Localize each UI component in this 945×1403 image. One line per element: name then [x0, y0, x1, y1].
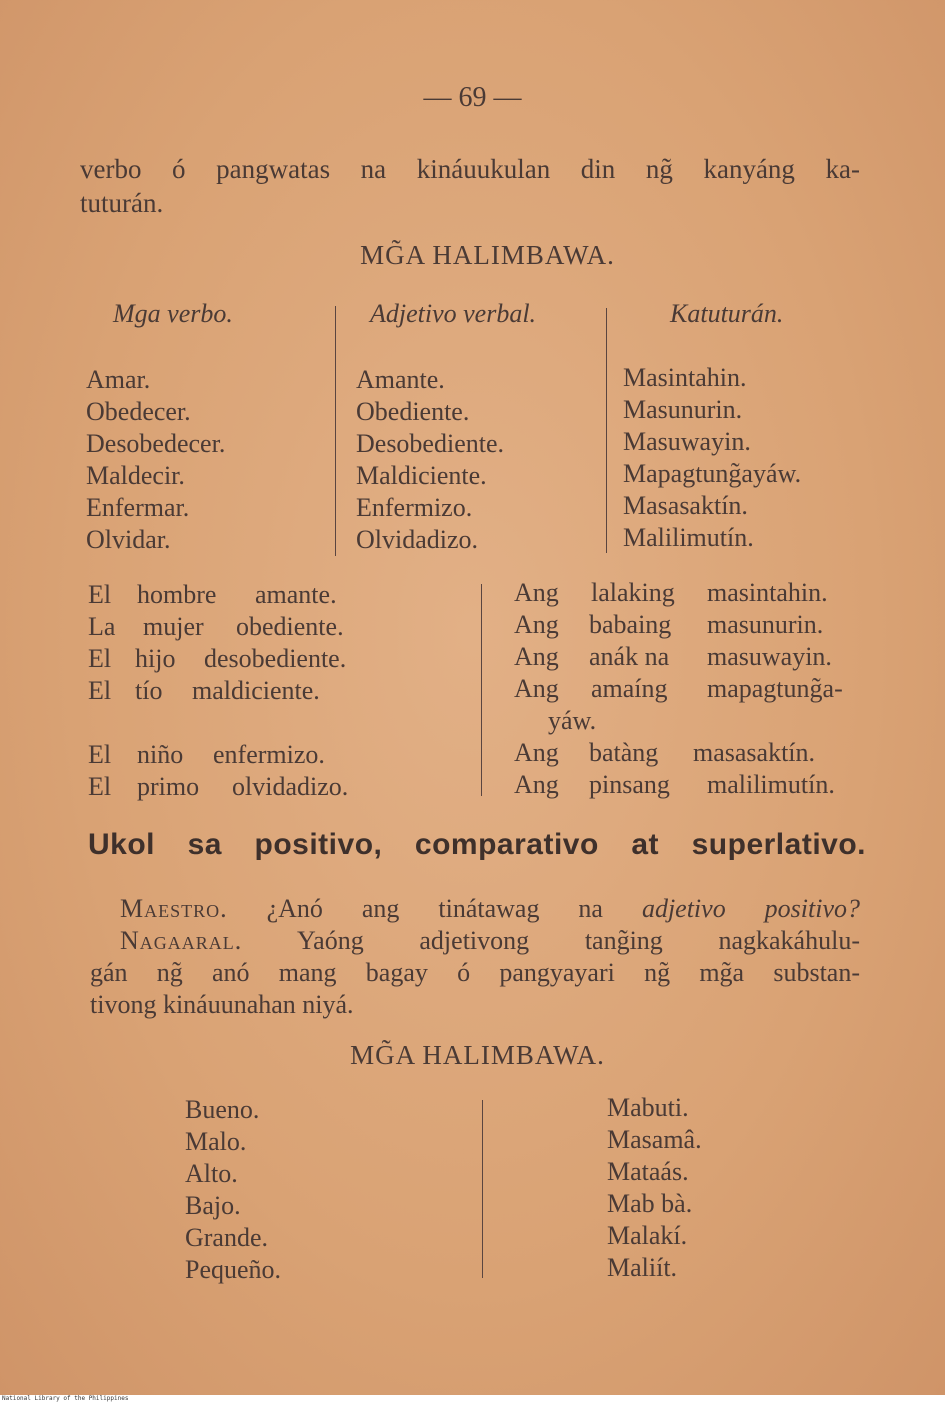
verb-item: Desobedecer. [86, 429, 226, 458]
adjective-item: Maldiciente. [356, 461, 487, 490]
verb-item: Amar. [86, 365, 151, 394]
examples-divider [481, 584, 482, 796]
tagalog-adjective: Masamâ. [607, 1125, 702, 1154]
spanish-adjective: Bajo. [185, 1191, 241, 1220]
meaning-item: Masunurin. [623, 395, 743, 424]
spanish-adjective: Grande. [185, 1223, 269, 1252]
table1-meanings-column [623, 362, 801, 554]
adjective-item: Olvidadizo. [356, 525, 479, 554]
verb-item: Enfermar. [86, 493, 190, 522]
spanish-adjective: Alto. [185, 1159, 238, 1188]
spanish-adjective: Pequeño. [185, 1255, 282, 1284]
meaning-item: Masintahin. [623, 363, 747, 392]
adjective-item: Enfermizo. [356, 493, 473, 522]
dialogue-line-3: gán ng̃ anó mang bagay ó pangyayari ng̃ mg̃a substan- [90, 958, 860, 987]
tagalog-adjective: Mab bà. [607, 1189, 693, 1218]
table1-header-meanings: Katuturán. [670, 299, 784, 328]
verb-item: Obedecer. [86, 397, 191, 426]
verb-item: Maldecir. [86, 461, 185, 490]
table1-adjectives-column [356, 364, 504, 556]
dialogue-paragraph [90, 893, 860, 1021]
page-number: — 69 — [423, 82, 522, 113]
student-answer: Yaóng adjetivong tang̃ing nagkakáhulu- [297, 926, 860, 955]
intro-paragraph [80, 152, 860, 220]
maestro-line [90, 893, 860, 925]
tagalog-adjective: Maliít. [607, 1253, 678, 1282]
table1-header-verbs: Mga verbo. [113, 299, 233, 328]
tagalog-adjective: Mabuti. [607, 1093, 689, 1122]
maestro-term: adjetivo positivo? [641, 894, 860, 923]
tagalog-example-continuation: yáw. [548, 706, 597, 735]
footer-credit: National Library of the Philippines [0, 1395, 945, 1403]
examples-heading-1: MG̃A HALIMBAWA. [360, 240, 615, 270]
adjective-item: Amante. [356, 365, 445, 394]
verb-item: Olvidar. [86, 525, 171, 554]
table1-divider-1 [335, 306, 336, 556]
table1-header-adjectives: Adjetivo verbal. [370, 299, 537, 328]
maestro-question: ¿Anó ang tinátawag na [266, 894, 603, 923]
student-line [90, 925, 860, 957]
spanish-adjective: Malo. [185, 1127, 247, 1156]
maestro-label: Maestro. [120, 894, 228, 923]
meaning-item: Malilimutín. [623, 523, 754, 552]
table1-divider-2 [606, 308, 607, 553]
spanish-adjective: Bueno. [185, 1095, 260, 1124]
tagalog-adjective: Malakí. [607, 1221, 688, 1250]
intro-line-1: verbo ó pangwatas na kináuukulan din ng̃ kanyáng ka- [80, 154, 860, 184]
student-label: Nagaaral. [120, 926, 243, 955]
adjective-item: Desobediente. [356, 429, 505, 458]
meaning-item: Masasaktín. [623, 491, 748, 520]
section-title: Ukol sa positivo, comparativo at superlativo. [88, 828, 866, 861]
tagalog-adjective: Mataás. [607, 1157, 689, 1186]
examples-heading-2: MG̃A HALIMBAWA. [350, 1040, 605, 1070]
adjective-item: Obediente. [356, 397, 470, 426]
meaning-item: Mapagtung̃ayáw. [623, 459, 802, 488]
table1-verbs-column [86, 364, 225, 556]
meaning-item: Masuwayin. [623, 427, 751, 456]
table2-divider [482, 1100, 483, 1278]
table2-tagalog-column [607, 1092, 702, 1284]
intro-line-2: tuturán. [80, 188, 164, 218]
dialogue-line-4: tivong kináuunahan niyá. [90, 990, 354, 1019]
table2-spanish-column [185, 1094, 281, 1286]
